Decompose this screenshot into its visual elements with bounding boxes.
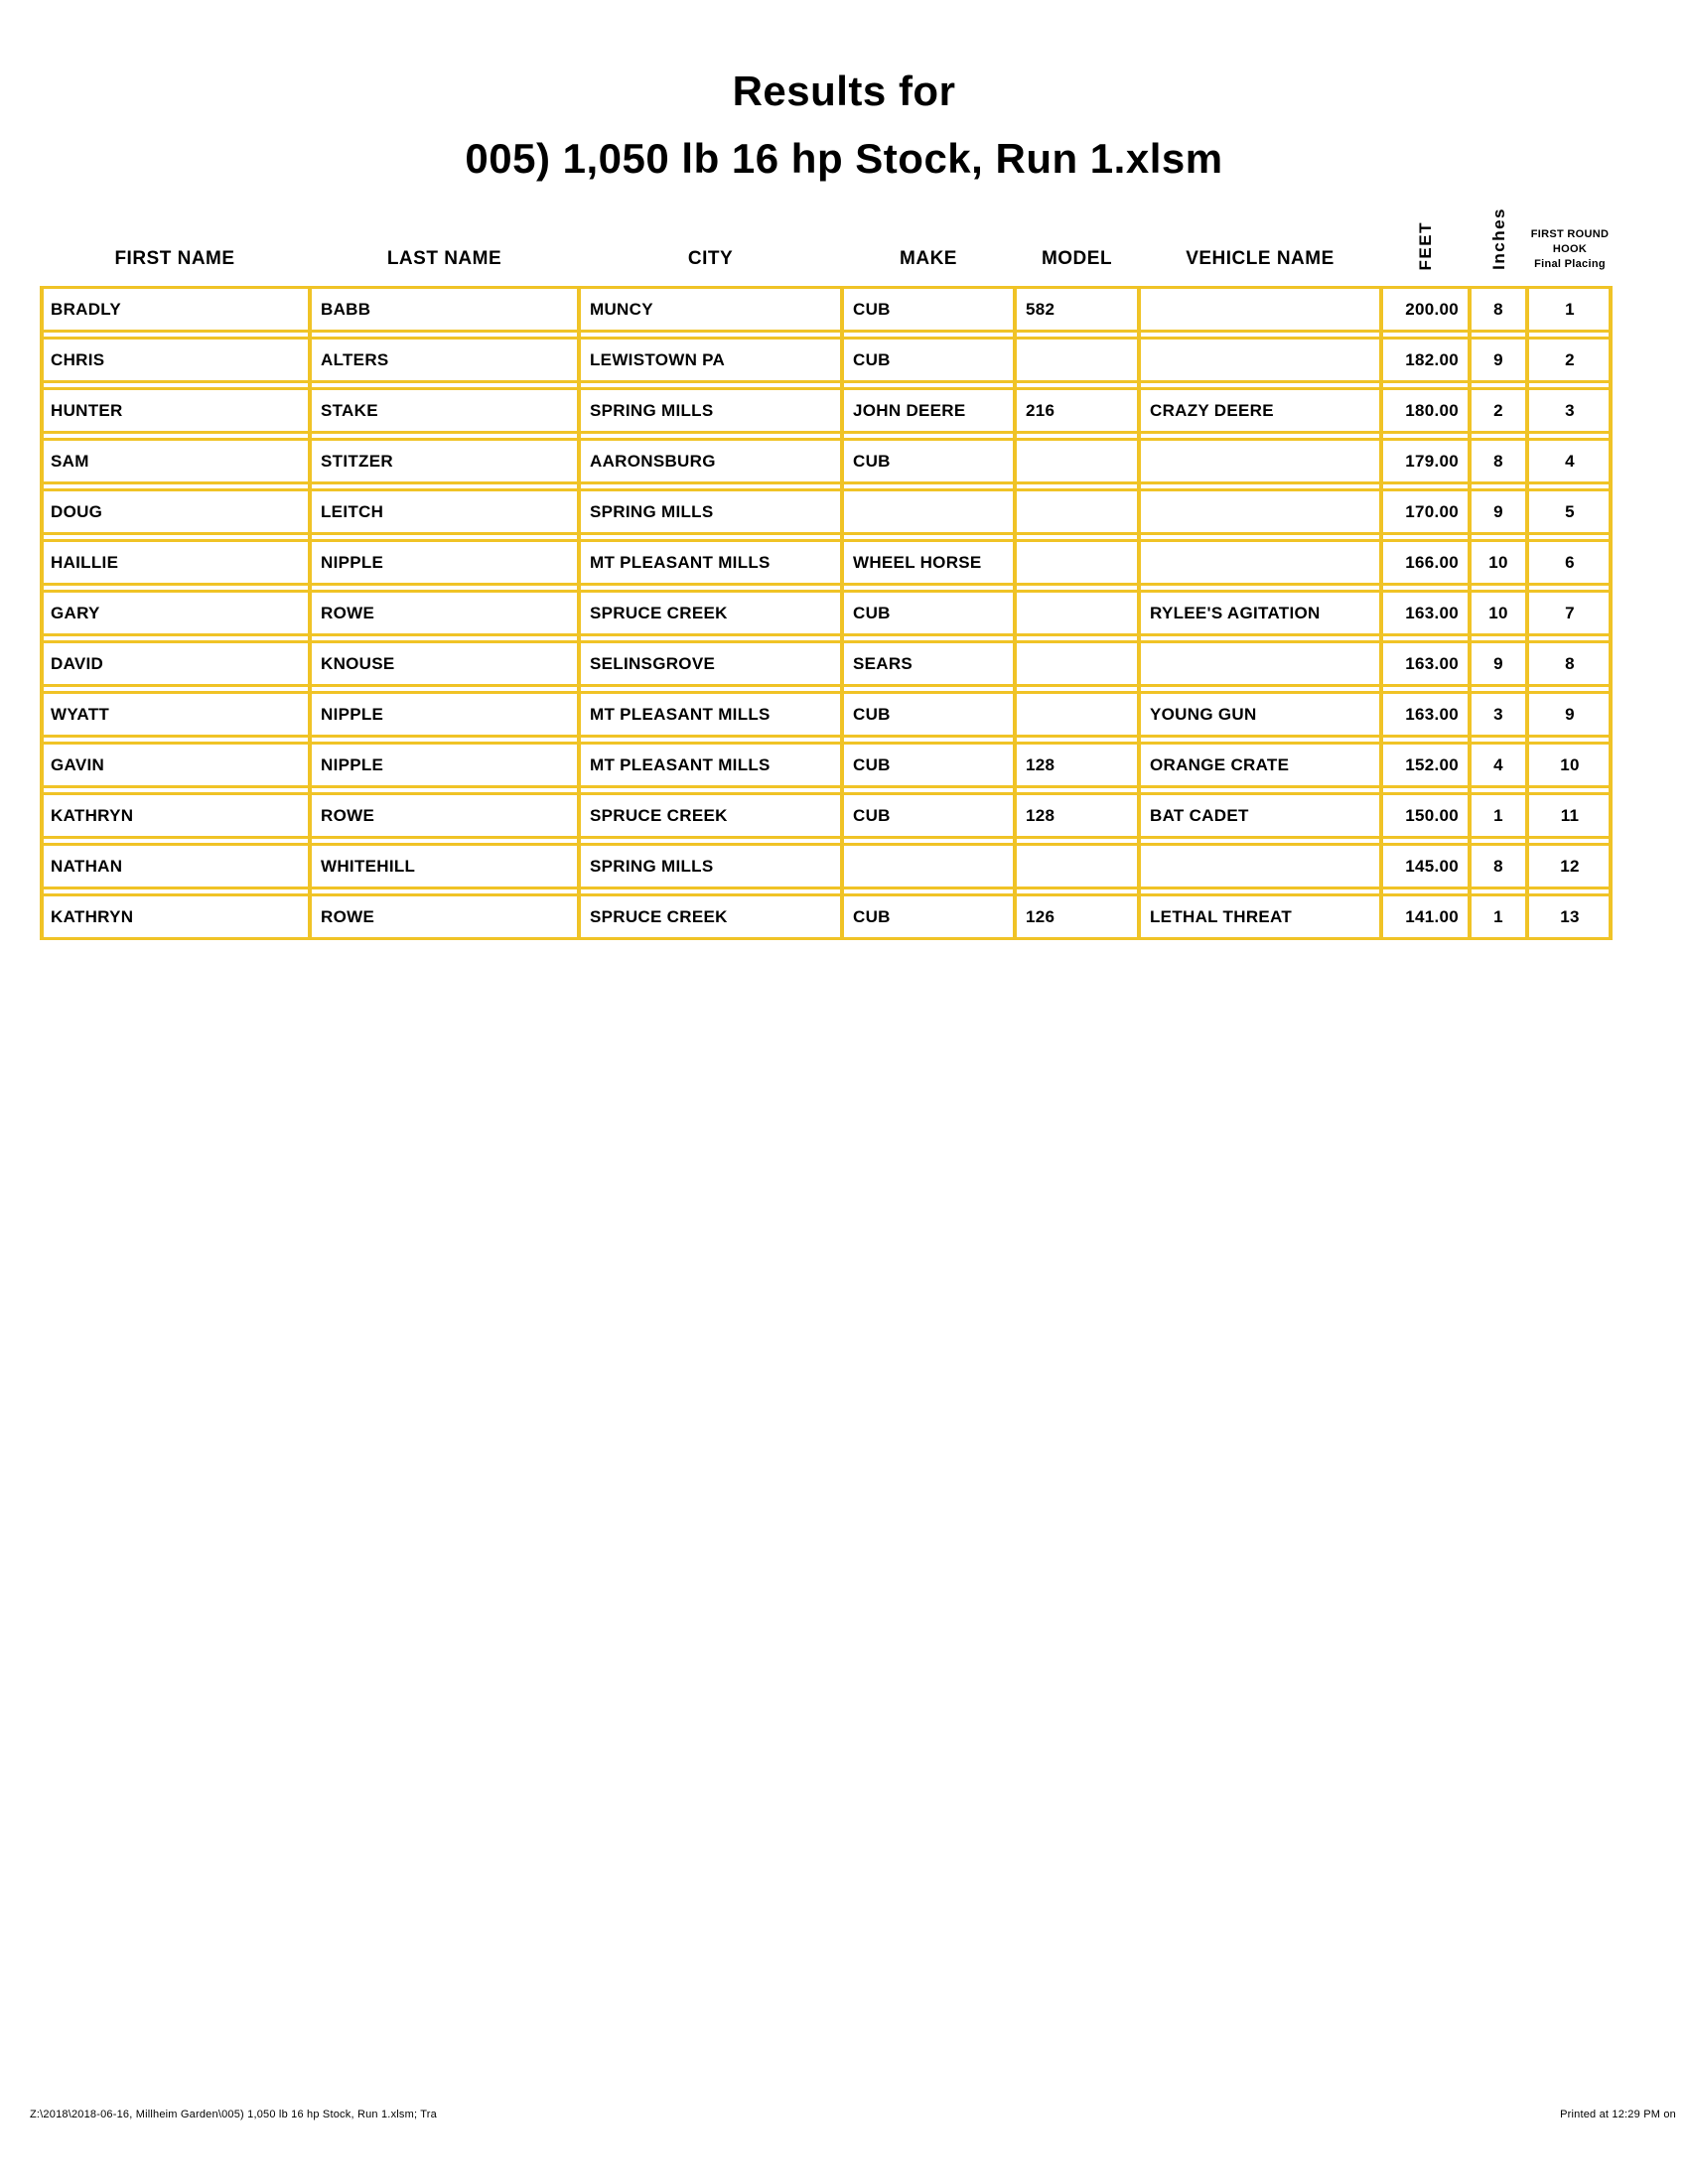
cell-last_name: STAKE <box>321 400 378 420</box>
results-table <box>40 286 1613 940</box>
cell-feet: 170.00 <box>1405 501 1459 521</box>
cell-last_name: BABB <box>321 299 371 319</box>
cell-model: 216 <box>1026 400 1055 420</box>
table-grid-vline <box>1525 286 1529 940</box>
cell-last_name: STITZER <box>321 451 393 471</box>
cell-inches: 8 <box>1493 451 1503 471</box>
column-header-label: FIRST NAME <box>114 248 235 269</box>
cell-first_name: WYATT <box>51 704 110 724</box>
column-header-model <box>1015 191 1139 284</box>
cell-placing: 10 <box>1560 754 1580 774</box>
cell-inches: 10 <box>1488 552 1508 572</box>
cell-make: CUB <box>853 603 891 622</box>
cell-placing: 13 <box>1560 906 1580 926</box>
table-row <box>40 691 1613 738</box>
cell-first_name: KATHRYN <box>51 906 134 926</box>
cell-last_name: ROWE <box>321 603 375 622</box>
cell-first_name: SAM <box>51 451 89 471</box>
cell-make: CUB <box>853 299 891 319</box>
cell-placing: 4 <box>1565 451 1575 471</box>
table-grid-vline <box>1013 286 1017 940</box>
cell-last_name: NIPPLE <box>321 754 384 774</box>
cell-inches: 9 <box>1493 653 1503 673</box>
table-grid-vline <box>1379 286 1383 940</box>
cell-last_name: ROWE <box>321 805 375 825</box>
cell-last_name: NIPPLE <box>321 552 384 572</box>
table-grid-vline <box>1137 286 1141 940</box>
table-row <box>40 893 1613 940</box>
column-header-inches <box>1470 191 1527 284</box>
table-row <box>40 488 1613 535</box>
cell-make: CUB <box>853 704 891 724</box>
cell-last_name: LEITCH <box>321 501 384 521</box>
cell-feet: 163.00 <box>1405 653 1459 673</box>
cell-last_name: ROWE <box>321 906 375 926</box>
table-row <box>40 590 1613 636</box>
title-line2: 005) 1,050 lb 16 hp Stock, Run 1.xlsm <box>465 135 1223 182</box>
cell-placing: 8 <box>1565 653 1575 673</box>
column-header-label: Inches <box>1488 207 1508 270</box>
table-row <box>40 843 1613 889</box>
cell-make: CUB <box>853 451 891 471</box>
cell-inches: 3 <box>1493 704 1503 724</box>
cell-first_name: GAVIN <box>51 754 105 774</box>
page-title <box>0 58 1688 193</box>
cell-make: CUB <box>853 754 891 774</box>
cell-placing: 1 <box>1565 299 1575 319</box>
cell-feet: 163.00 <box>1405 704 1459 724</box>
table-row <box>40 286 1613 333</box>
column-header-label-line: FIRST ROUND <box>1530 228 1610 240</box>
cell-city: SPRING MILLS <box>590 400 714 420</box>
cell-placing: 5 <box>1565 501 1575 521</box>
column-header-label: CITY <box>687 248 734 269</box>
cell-inches: 4 <box>1493 754 1503 774</box>
cell-last_name: KNOUSE <box>321 653 395 673</box>
cell-first_name: HAILLIE <box>51 552 119 572</box>
cell-first_name: BRADLY <box>51 299 122 319</box>
cell-feet: 145.00 <box>1405 856 1459 876</box>
table-grid-vline <box>1609 286 1613 940</box>
cell-city: MUNCY <box>590 299 653 319</box>
cell-city: SPRING MILLS <box>590 856 714 876</box>
cell-city: SPRUCE CREEK <box>590 805 728 825</box>
cell-placing: 12 <box>1560 856 1580 876</box>
column-header-label: VEHICLE NAME <box>1186 248 1335 269</box>
cell-feet: 152.00 <box>1405 754 1459 774</box>
cell-inches: 10 <box>1488 603 1508 622</box>
cell-model: 128 <box>1026 805 1055 825</box>
cell-make: CUB <box>853 349 891 369</box>
column-header-label: MODEL <box>1041 248 1113 269</box>
table-grid-vline <box>40 286 44 940</box>
table-row <box>40 387 1613 434</box>
cell-make: WHEEL HORSE <box>853 552 982 572</box>
cell-last_name: WHITEHILL <box>321 856 416 876</box>
cell-placing: 6 <box>1565 552 1575 572</box>
table-row <box>40 792 1613 839</box>
cell-city: SELINSGROVE <box>590 653 716 673</box>
table-row <box>40 438 1613 484</box>
column-header-label: FEET <box>1416 220 1435 270</box>
cell-feet: 150.00 <box>1405 805 1459 825</box>
cell-inches: 9 <box>1493 349 1503 369</box>
column-header-city <box>579 191 842 284</box>
cell-vehicle_name: CRAZY DEERE <box>1150 400 1274 420</box>
cell-placing: 11 <box>1560 805 1580 825</box>
cell-vehicle_name: RYLEE'S AGITATION <box>1150 603 1321 622</box>
cell-model: 128 <box>1026 754 1055 774</box>
column-header-last_name <box>310 191 579 284</box>
cell-make: CUB <box>853 906 891 926</box>
cell-last_name: NIPPLE <box>321 704 384 724</box>
cell-city: MT PLEASANT MILLS <box>590 754 771 774</box>
cell-placing: 7 <box>1565 603 1575 622</box>
cell-first_name: DAVID <box>51 653 104 673</box>
cell-first_name: CHRIS <box>51 349 105 369</box>
cell-model: 582 <box>1026 299 1055 319</box>
cell-city: MT PLEASANT MILLS <box>590 552 771 572</box>
cell-city: SPRING MILLS <box>590 501 714 521</box>
cell-feet: 163.00 <box>1405 603 1459 622</box>
column-header-label-line: Final Placing <box>1534 258 1606 270</box>
cell-make: JOHN DEERE <box>853 400 966 420</box>
cell-feet: 182.00 <box>1405 349 1459 369</box>
cell-inches: 8 <box>1493 299 1503 319</box>
column-header-placing <box>1527 191 1613 284</box>
table-grid-vline <box>1468 286 1472 940</box>
cell-placing: 9 <box>1565 704 1575 724</box>
table-row <box>40 742 1613 788</box>
cell-inches: 2 <box>1493 400 1503 420</box>
cell-first_name: NATHAN <box>51 856 123 876</box>
cell-city: SPRUCE CREEK <box>590 906 728 926</box>
cell-last_name: ALTERS <box>321 349 389 369</box>
table-grid-vline <box>577 286 581 940</box>
cell-first_name: GARY <box>51 603 100 622</box>
cell-city: LEWISTOWN PA <box>590 349 726 369</box>
cell-model: 126 <box>1026 906 1055 926</box>
cell-vehicle_name: YOUNG GUN <box>1150 704 1257 724</box>
cell-first_name: DOUG <box>51 501 103 521</box>
cell-vehicle_name: LETHAL THREAT <box>1150 906 1293 926</box>
table-row <box>40 337 1613 383</box>
footer-file-path: Z:\2018\2018-06-16, Millheim Garden\005) 1,050 lb 16 hp Stock, Run 1.xlsm; Tra <box>30 2109 437 2120</box>
cell-city: AARONSBURG <box>590 451 716 471</box>
cell-first_name: HUNTER <box>51 400 123 420</box>
column-header-first_name <box>40 191 310 284</box>
column-header-feet <box>1381 191 1470 284</box>
cell-city: SPRUCE CREEK <box>590 603 728 622</box>
column-header-label <box>1531 227 1609 272</box>
cell-make: CUB <box>853 805 891 825</box>
table-row <box>40 539 1613 586</box>
column-header-label-line: HOOK <box>1552 243 1588 255</box>
cell-placing: 3 <box>1565 400 1575 420</box>
column-header-label: MAKE <box>900 248 957 269</box>
column-header-make <box>842 191 1015 284</box>
title-line1: Results for <box>732 68 956 114</box>
footer-printed-at: Printed at 12:29 PM on <box>1560 2109 1676 2120</box>
table-grid-vline <box>308 286 312 940</box>
cell-feet: 179.00 <box>1405 451 1459 471</box>
cell-placing: 2 <box>1565 349 1575 369</box>
table-grid-vline <box>840 286 844 940</box>
cell-city: MT PLEASANT MILLS <box>590 704 771 724</box>
cell-inches: 8 <box>1493 856 1503 876</box>
cell-inches: 9 <box>1493 501 1503 521</box>
table-header-row <box>40 191 1613 284</box>
cell-make: SEARS <box>853 653 914 673</box>
column-header-label: LAST NAME <box>386 248 502 269</box>
cell-first_name: KATHRYN <box>51 805 134 825</box>
cell-feet: 180.00 <box>1405 400 1459 420</box>
cell-inches: 1 <box>1493 805 1503 825</box>
cell-inches: 1 <box>1493 906 1503 926</box>
cell-vehicle_name: ORANGE CRATE <box>1150 754 1290 774</box>
cell-feet: 141.00 <box>1405 906 1459 926</box>
table-row <box>40 640 1613 687</box>
cell-feet: 166.00 <box>1405 552 1459 572</box>
cell-feet: 200.00 <box>1405 299 1459 319</box>
column-header-vehicle_name <box>1139 191 1381 284</box>
cell-vehicle_name: BAT CADET <box>1150 805 1249 825</box>
